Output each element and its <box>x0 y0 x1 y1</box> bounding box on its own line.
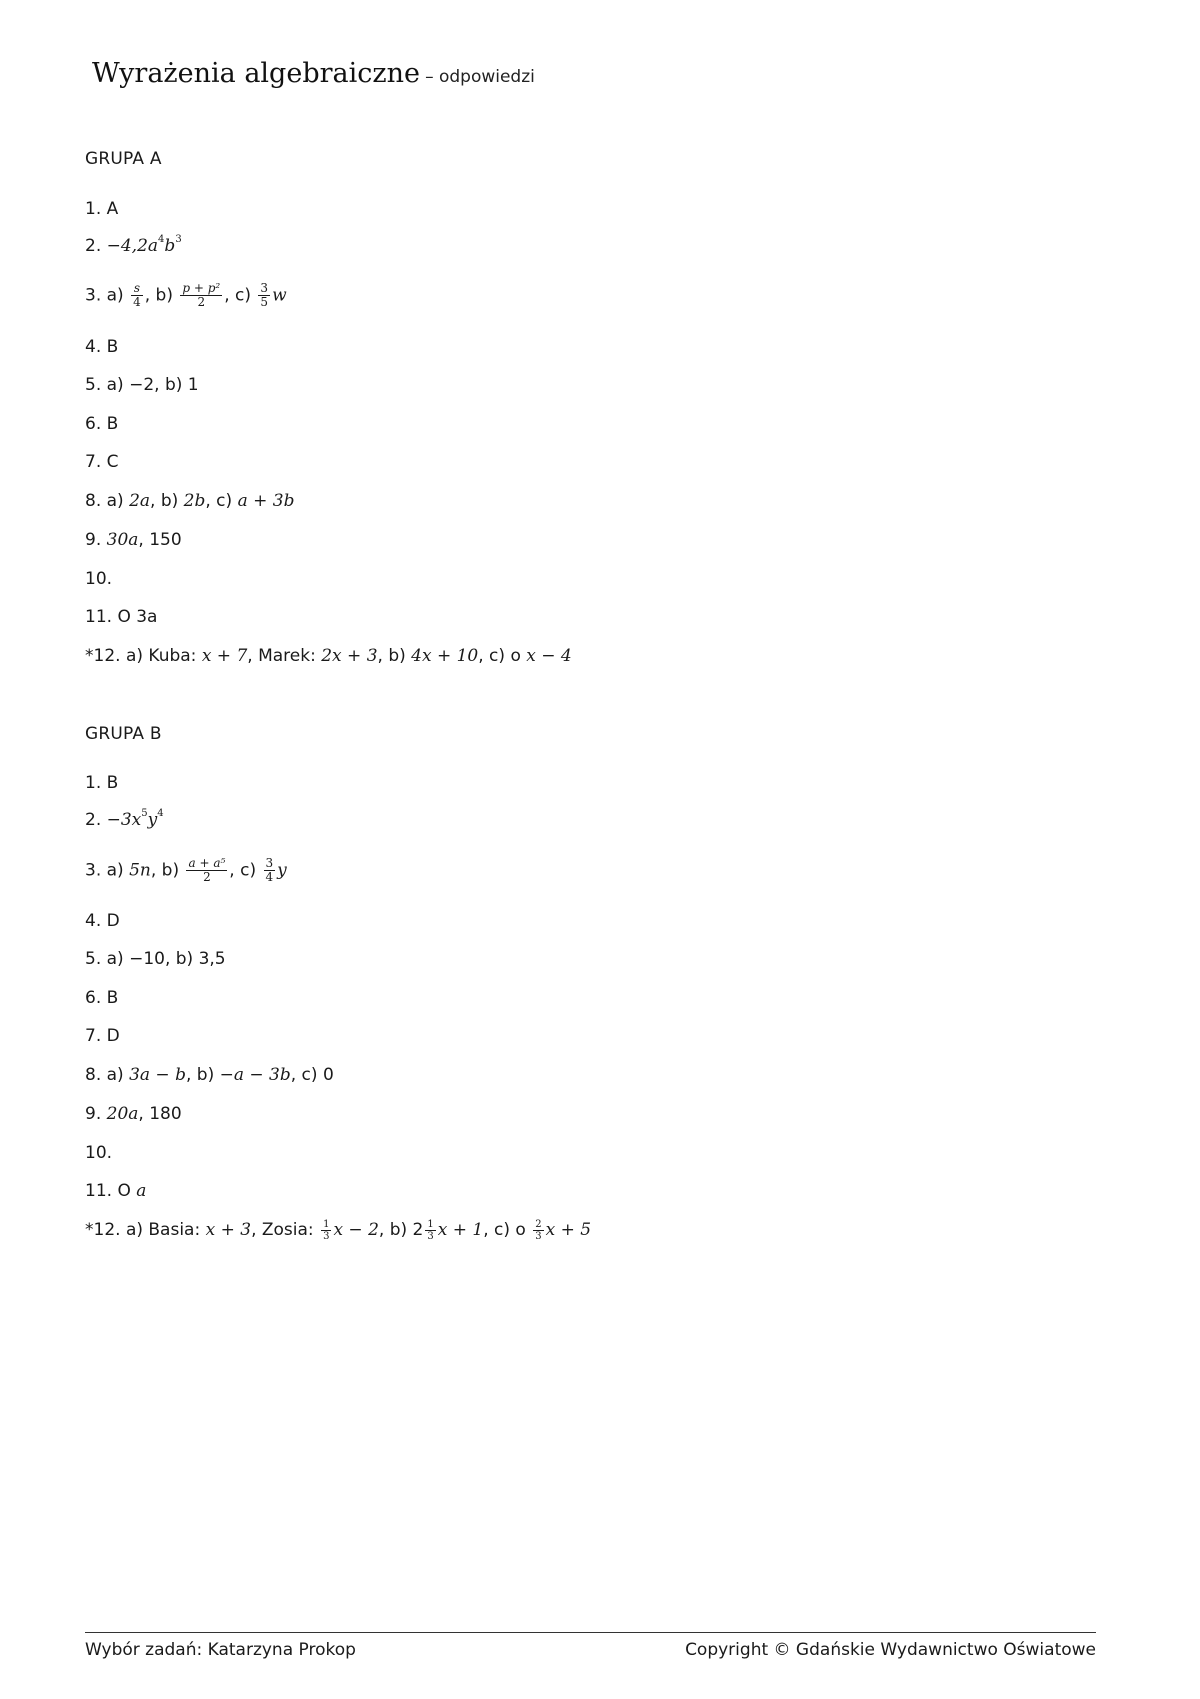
group-b-answer-3 <box>85 857 287 884</box>
group-a-answer-10: 10. <box>85 569 113 589</box>
answer-number: 3. a) <box>85 860 130 881</box>
math-variable: a <box>136 1181 147 1201</box>
group-b-answer-11 <box>85 1179 146 1203</box>
group-a-answer-5: 5. a) −2, b) 1 <box>85 375 199 395</box>
math-expression: 2a <box>129 491 151 511</box>
fraction-numerator: 1 <box>323 1218 330 1230</box>
separator: , c) o <box>478 646 527 666</box>
group-a-answer-6: 6. B <box>85 414 119 434</box>
math-expression: x − 2 <box>333 1220 379 1240</box>
group-b-answer-5: 5. a) −10, b) 3,5 <box>85 949 226 969</box>
math-expression: −3x <box>106 810 142 830</box>
math-expression: x − 4 <box>526 646 572 666</box>
fraction-numerator: s <box>131 282 143 296</box>
group-a-heading: GRUPA A <box>85 149 162 169</box>
group-a-answer-2 <box>85 234 182 258</box>
answer-number: 8. a) <box>85 1065 130 1085</box>
math-expression: 2b <box>183 491 206 511</box>
math-expression: x + 5 <box>545 1220 592 1240</box>
fraction <box>180 282 222 309</box>
answer-number: 8. a) <box>85 491 130 511</box>
math-expression: a + 3b <box>237 491 295 511</box>
footer-copyright: Copyright © Gdańskie Wydawnictwo Oświatowe <box>685 1640 1096 1660</box>
footer-author: Wybór zadań: Katarzyna Prokop <box>85 1640 356 1660</box>
group-a-answer-7: 7. C <box>85 452 119 472</box>
group-a-answer-3 <box>85 282 287 309</box>
group-a-answer-1: 1. A <box>85 199 119 219</box>
group-b-answer-10: 10. <box>85 1143 113 1163</box>
math-expression: 30a <box>106 530 139 550</box>
separator: , b) 2 <box>378 1220 424 1240</box>
title-subtitle: – odpowiedzi <box>425 67 535 87</box>
math-expression: x + 3 <box>205 1220 252 1240</box>
separator: , b) <box>150 860 185 881</box>
separator: , b) <box>185 1065 220 1085</box>
group-b-answer-9 <box>85 1102 182 1126</box>
group-a-answer-4: 4. B <box>85 337 119 357</box>
math-expression: −4,2a <box>106 236 159 256</box>
answer-number: 9. <box>85 530 107 550</box>
answer-number: 11. O <box>85 1181 137 1201</box>
math-expression: 5n <box>129 860 151 881</box>
fraction <box>533 1219 543 1242</box>
separator: , c) o <box>483 1220 532 1240</box>
fraction <box>131 282 143 309</box>
group-a-answer-11: 11. O 3a <box>85 607 158 627</box>
fraction <box>425 1219 435 1242</box>
separator: , Zosia: <box>251 1220 320 1240</box>
group-b-answer-7: 7. D <box>85 1026 120 1046</box>
group-b-answer-2 <box>85 808 164 832</box>
math-expression: −a − 3b <box>219 1065 291 1085</box>
math-variable: y <box>277 860 287 881</box>
answer-number: 9. <box>85 1104 107 1124</box>
group-b-heading: GRUPA B <box>85 724 162 744</box>
fraction-denominator: 3 <box>323 1230 330 1242</box>
fraction <box>258 282 270 309</box>
fraction-numerator: 2 <box>535 1218 542 1230</box>
separator: , c) <box>205 491 238 511</box>
fraction-numerator: p + p² <box>182 281 221 295</box>
group-b-answer-6: 6. B <box>85 988 119 1008</box>
fraction-denominator: 2 <box>197 295 206 309</box>
math-expression: 20a <box>106 1104 139 1124</box>
exponent: 4 <box>158 234 165 245</box>
fraction-denominator: 5 <box>260 295 269 309</box>
group-b-answer-1: 1. B <box>85 773 119 793</box>
group-b-answer-8 <box>85 1063 334 1087</box>
separator: , c) <box>229 860 262 881</box>
separator: , b) <box>144 285 179 306</box>
fraction <box>186 857 227 884</box>
math-variable: y <box>147 810 158 830</box>
math-expression: x + 1 <box>437 1220 484 1240</box>
fraction-denominator: 4 <box>265 870 274 884</box>
separator: , b) <box>150 491 184 511</box>
answer-text: , 180 <box>138 1104 182 1124</box>
separator: , c) <box>224 285 257 306</box>
group-a-answer-12 <box>85 644 572 668</box>
footer-divider <box>85 1632 1096 1633</box>
math-expression: 4x + 10 <box>411 646 479 666</box>
exponent: 3 <box>175 234 182 245</box>
fraction <box>321 1219 331 1242</box>
fraction-numerator: 1 <box>427 1218 434 1230</box>
fraction <box>264 857 276 884</box>
math-variable: w <box>272 285 287 306</box>
exponent: 4 <box>157 808 164 819</box>
fraction-denominator: 3 <box>535 1230 542 1242</box>
fraction-numerator: a + a⁵ <box>188 856 226 870</box>
fraction-numerator: 3 <box>265 856 274 870</box>
separator: , c) 0 <box>290 1065 334 1085</box>
document-title <box>92 58 535 89</box>
group-a-answer-9 <box>85 528 182 552</box>
answer-number: 2. <box>85 810 107 830</box>
math-expression: x + 7 <box>201 646 248 666</box>
group-b-answer-4: 4. D <box>85 911 120 931</box>
title-main: Wyrażenia algebraiczne <box>92 58 420 89</box>
math-expression: 3a − b <box>129 1065 186 1085</box>
fraction-numerator: 3 <box>260 281 269 295</box>
fraction-denominator: 2 <box>203 870 211 884</box>
answer-number: *12. a) Kuba: <box>85 646 202 666</box>
answer-text: , 150 <box>138 530 182 550</box>
fraction-denominator: 3 <box>427 1230 434 1242</box>
separator: , b) <box>377 646 412 666</box>
math-variable: b <box>164 236 176 256</box>
answer-number: *12. a) Basia: <box>85 1220 206 1240</box>
separator: , Marek: <box>247 646 322 666</box>
group-a-answer-8 <box>85 489 294 513</box>
answer-number: 2. <box>85 236 107 256</box>
exponent: 5 <box>141 808 148 819</box>
fraction-denominator: 4 <box>133 295 141 309</box>
answer-number: 3. a) <box>85 285 130 306</box>
group-b-answer-12 <box>85 1218 591 1242</box>
math-expression: 2x + 3 <box>321 646 378 666</box>
